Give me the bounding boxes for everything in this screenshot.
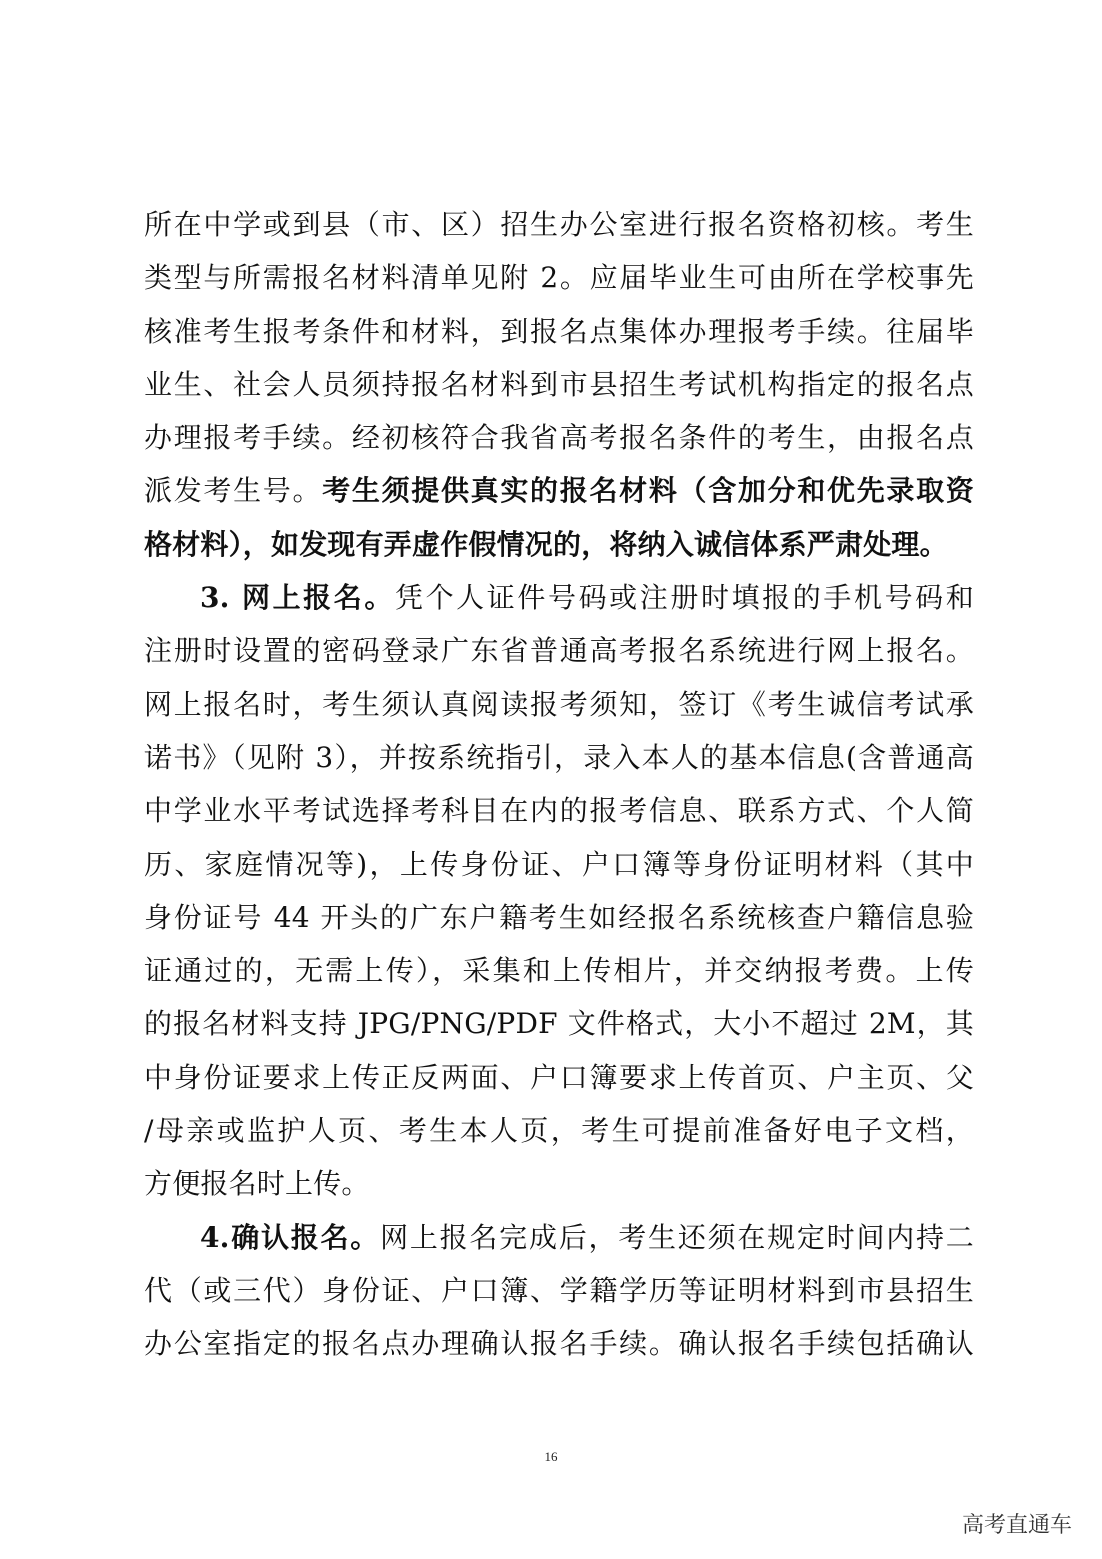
body-text [144,198,974,1371]
page-number: 16 [544,1449,558,1464]
paragraph-line: 的报名材料支持 JPG/PNG/PDF 文件格式，大小不超过 2M，其 [144,1007,974,1041]
paragraph-text: 网上报名完成后，考生还须在规定时间内持二 [380,1220,974,1254]
paragraph-line: 办公室指定的报名点办理确认报名手续。确认报名手续包括确认 [144,1327,974,1361]
emphasis-text: 考生须提供真实的报名材料（含加分和优先录取资 [322,474,974,508]
paragraph-line: 身份证号 44 开头的广东户籍考生如经报名系统核查户籍信息验 [144,900,974,934]
watermark-text: 高考直通车 [961,1513,1072,1538]
paragraph-line: 代（或三代）身份证、户口簿、学籍学历等证明材料到市县招生 [144,1273,974,1307]
paragraph-line: /母亲或监护人页、考生本人页，考生可提前准备好电子文档， [144,1114,974,1148]
paragraph-line: 网上报名时，考生须认真阅读报考须知，签订《考生诚信考试承 [144,687,974,721]
paragraph-line: 方便报名时上传。 [144,1167,370,1201]
paragraph-line: 所在中学或到县（市、区）招生办公室进行报名资格初核。考生 [144,208,974,241]
paragraph-line: 办理报考手续。经初核符合我省高考报名条件的考生，由报名点 [144,421,974,455]
section-heading-confirm-registration: 4.确认报名。 [200,1220,381,1254]
paragraph-text: 凭个人证件号码或注册时填报的手机号码和 [394,581,974,615]
paragraph-line [144,571,974,624]
emphasis-text: 格材料），如发现有弄虚作假情况的，将纳入诚信体系严肃处理。 [144,527,948,561]
paragraph-line: 中身份证要求上传正反两面、户口簿要求上传首页、户主页、父 [144,1060,974,1094]
paragraph-line: 历、家庭情况等)，上传身份证、户口簿等身份证明材料（其中 [144,847,974,881]
paragraph-line: 诺书》（见附 3），并按系统指引，录入本人的基本信息(含普通高 [144,740,974,774]
paragraph-line: 核准考生报考条件和材料，到报名点集体办理报考手续。往届毕 [144,314,974,348]
paragraph-line [144,464,974,517]
section-heading-online-registration: 3. 网上报名。 [200,581,395,615]
paragraph-line: 注册时设置的密码登录广东省普通高考报名系统进行网上报名。 [144,634,974,668]
paragraph-line: 业生、社会人员须持报名材料到市县招生考试机构指定的报名点 [144,367,974,401]
paragraph-line: 中学业水平考试选择考科目在内的报考信息、联系方式、个人简 [144,794,974,828]
paragraph-line: 证通过的，无需上传），采集和上传相片，并交纳报考费。上传 [144,954,974,988]
paragraph-line [144,518,974,571]
paragraph-text: 派发考生号。 [144,474,323,508]
paragraph-line [144,1211,974,1264]
paragraph-line: 类型与所需报名材料清单见附 2。应届毕业生可由所在学校事先 [144,261,974,295]
